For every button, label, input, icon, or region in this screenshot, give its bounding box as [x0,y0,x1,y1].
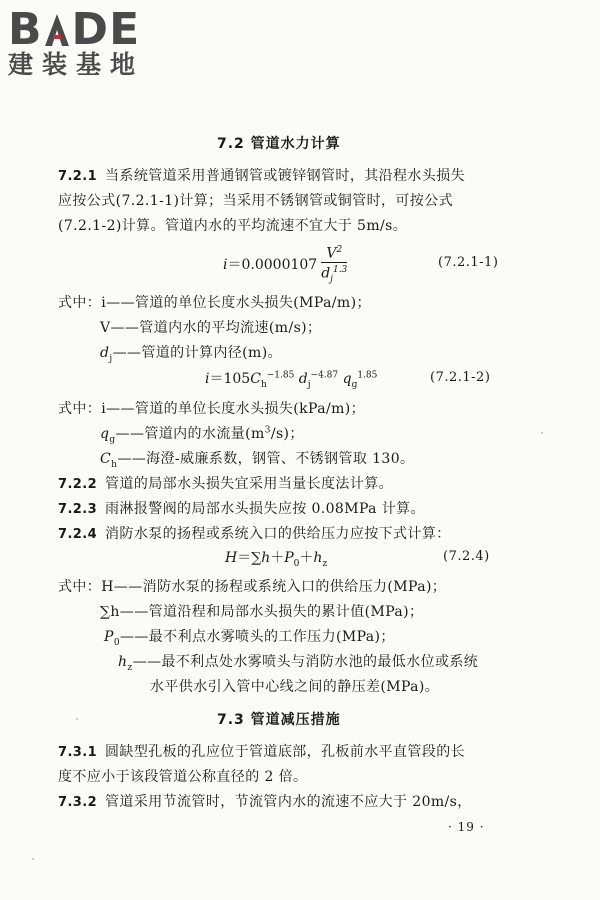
clause-number: 7.3.1 [58,745,98,760]
clause-text: 雨淋报警阀的局部水头损失应按 0.08MPa 计算。 [105,501,425,517]
where-item-i-kpa: 式中：i——管道的单位长度水头损失(kPa/m)； [58,401,366,417]
where-item-hz: $h_z——$最不利点处水雾喷头与消防水池的最低水位或系统 [118,654,479,673]
equation-number-1: (7.2.1-1) [438,255,499,270]
clause-text: 圆缺型孔板的孔应位于管道底部，孔板前水平直管段的长 [105,744,466,760]
clause-7-2-1-line-3: (7.2.1-2)计算。管道内水的平均流速不宜大于 5m/s。 [58,218,408,234]
clause-7-3-1-line-2: 度不应小于该段管道公称直径的 2 倍。 [58,769,308,785]
clause-number: 7.3.2 [58,795,98,810]
scan-speck [76,718,78,720]
section-heading-7-3: 7.3 管道减压措施 [217,712,341,728]
bade-logo [8,6,178,80]
where-item-sum-h: ∑h——管道沿程和局部水头损失的累计值(MPa)； [100,604,424,620]
where-item-i-mpa: 式中：i——管道的单位长度水头损失(MPa/m)； [58,295,371,311]
clause-text: 管道的局部水头损失宜采用当量长度法计算。 [105,476,394,492]
clause-number: 7.2.2 [58,477,98,492]
equation-number-2: (7.2.1-2) [430,370,491,385]
clause-text: 管道采用节流管时，节流管内水的流速不应大于 20m/s， [105,794,472,810]
where-item-p0: $P_0——$最不利点水雾喷头的工作压力(MPa)； [104,629,395,648]
where-item-hz-cont: 水平供水引入管中心线之间的静压差(MPa)。 [150,679,440,695]
logo-a-mark [44,13,70,47]
clause-number: 7.2.3 [58,502,98,517]
logo-brand: B DE [8,4,141,55]
clause-number: 7.2.4 [58,527,98,542]
section-heading-7-2: 7.2 管道水力计算 [217,136,341,152]
where-item-dj: $d_j——$管道的计算内径(m)。 [100,345,282,364]
where-item-ch: $C_h——$海澄-威廉系数，钢管、不锈钢管取 130。 [100,451,415,470]
page-number: · 19 · [448,820,485,834]
clause-number: 7.2.1 [58,169,98,184]
clause-7-3-2 [58,791,472,811]
equation-7-2-1-2: $i=105C_h^{-1.85}$ $d_j^{-4.87}$ $q_g^{1.85}$ [205,370,378,390]
equation-fraction: $\frac{V^2}{d_j^{1.3}}$ [321,245,348,285]
where-item-h: 式中：H——消防水泵的扬程或系统入口的供给压力(MPa)； [58,579,447,595]
clause-text: 消防水泵的扬程或系统入口的供给压力应按下式计算： [105,526,451,542]
scan-speck [32,858,34,860]
clause-7-2-4 [58,523,451,543]
clause-7-2-1-line-1 [58,165,465,185]
logo-subtitle: 建装基地 [8,50,145,79]
equation-number-3: (7.2.4) [443,549,490,564]
clause-text: 当系统管道采用普通钢管或镀锌钢管时，其沿程水头损失 [105,168,466,184]
where-item-v: V——管道内水的平均流速(m/s)； [100,320,322,336]
clause-7-2-3 [58,498,425,518]
equation-7-2-1-1: i＝0.0000107 $\frac{V^2}{d_j^{1.3}}$ [223,243,347,287]
equation-7-2-4: $H=\sum h+P_0+h_z$ [225,550,328,569]
scan-speck [541,432,543,434]
clause-7-2-1-line-2: 应按公式(7.2.1-1)计算；当采用不锈钢管或铜管时，可按公式 [58,193,453,209]
clause-7-2-2 [58,473,393,493]
where-item-qg: $q_g——$管道内的水流量$(m^3/s)$； [100,425,304,445]
clause-7-3-1-line-1 [58,741,465,761]
